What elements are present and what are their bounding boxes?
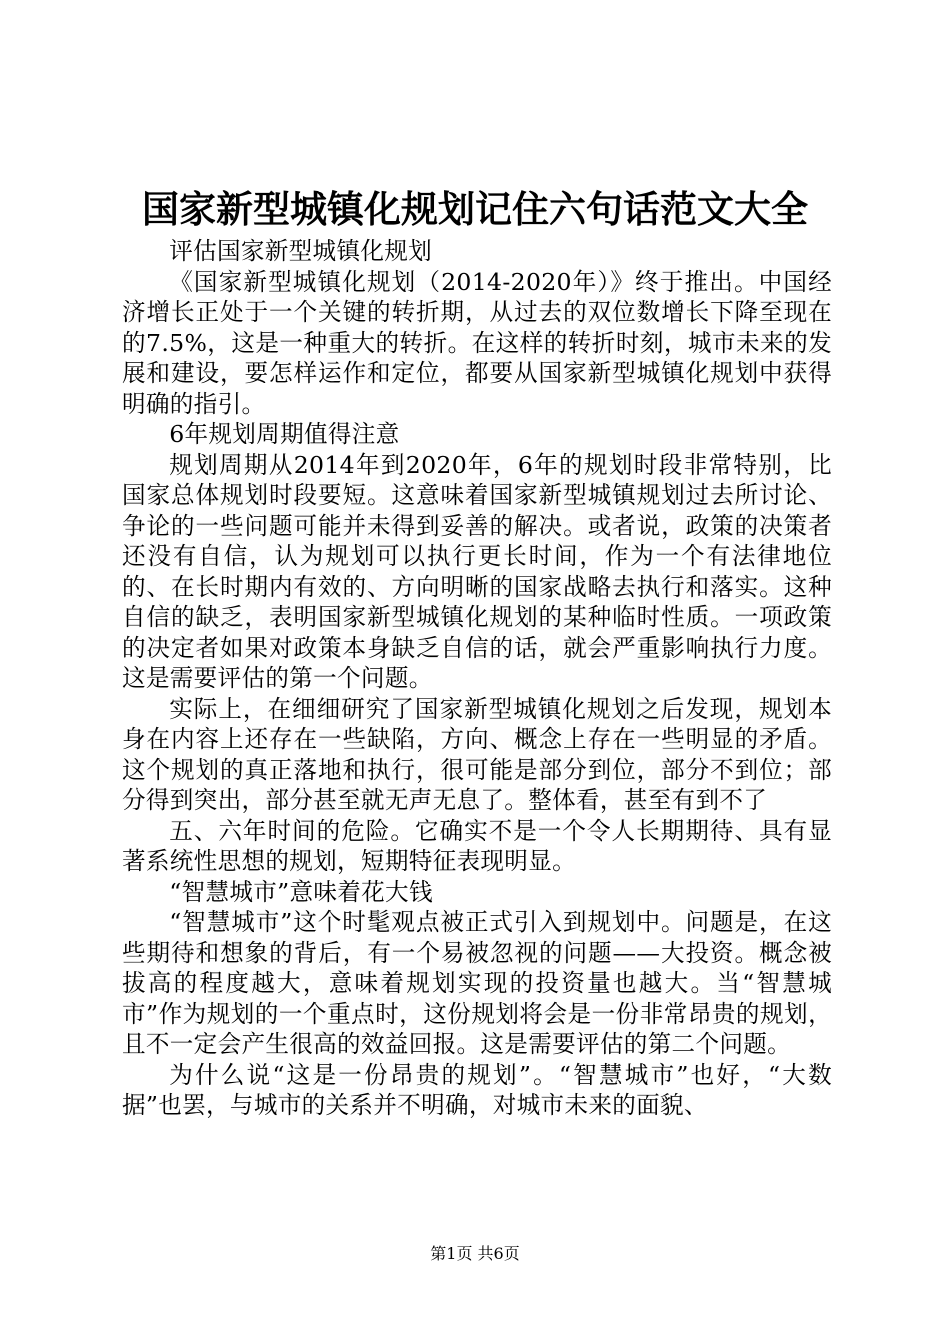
document-body <box>122 236 832 1121</box>
page-number: 第1页 共6页 <box>430 1244 520 1263</box>
paragraph-expensive-plan: 为什么说“这是一份昂贵的规划”。“智慧城市”也好，“大数据”也罢，与城市的关系并不明确，对城市未来的面貌、 <box>122 1060 832 1119</box>
page-title: 国家新型城镇化规划记住六句话范文大全 <box>142 187 808 231</box>
paragraph-intro: 《国家新型城镇化规划（2014-2020年）》终于推出。中国经济增长正处于一个关键的转折期，从过去的双位数增长下降至现在的7.5%，这是一种重大的转折。在这样的转折时刻，城市未来的发展和建设，要怎样运作和定位，都要从国家新型城镇化规划中获得明确的指引。 <box>122 267 832 418</box>
paragraph-risk: 五、六年时间的危险。它确实不是一个令人长期期待、具有显著系统性思想的规划，短期特征表现明显。 <box>122 816 832 875</box>
paragraph-smart-city: “智慧城市”这个时髦观点被正式引入到规划中。问题是，在这些期待和想象的背后，有一个易被忽视的问题——大投资。概念被拔高的程度越大，意味着规划实现的投资量也越大。当“智慧城市”作为规划的一个重点时，这份规划将会是一份非常昂贵的规划，且不一定会产生很高的效益回报。这是需要评估的第二个问题。 <box>122 908 832 1058</box>
paragraph-subtitle: 评估国家新型城镇化规划 <box>169 237 433 265</box>
section-heading-planning-period: 6年规划周期值得注意 <box>169 420 400 448</box>
page-footer <box>0 1244 950 1264</box>
paragraph-defects: 实际上，在细细研究了国家新型城镇化规划之后发现，规划本身在内容上还存在一些缺陷，方向、概念上存在一些明显的矛盾。这个规划的真正落地和执行，很可能是部分到位，部分不到位；部分得到突出，部分甚至就无声无息了。整体看，甚至有到不了 <box>122 694 832 814</box>
paragraph-planning-period: 规划周期从2014年到2020年，6年的规划时段非常特别，比国家总体规划时段要短。这意味着国家新型城镇规划过去所讨论、争论的一些问题可能并未得到妥善的解决。或者说，政策的决策者还没有自信，认为规划可以执行更长时间，作为一个有法律地位的、在长时期内有效的、方向明晰的国家战略去执行和落实。这种自信的缺乏，表明国家新型城镇化规划的某种临时性质。一项政策的决定者如果对政策本身缺乏自信的话，就会严重影响执行力度。这是需要评估的第一个问题。 <box>122 450 832 692</box>
section-heading-smart-city: “智慧城市”意味着花大钱 <box>169 877 433 906</box>
